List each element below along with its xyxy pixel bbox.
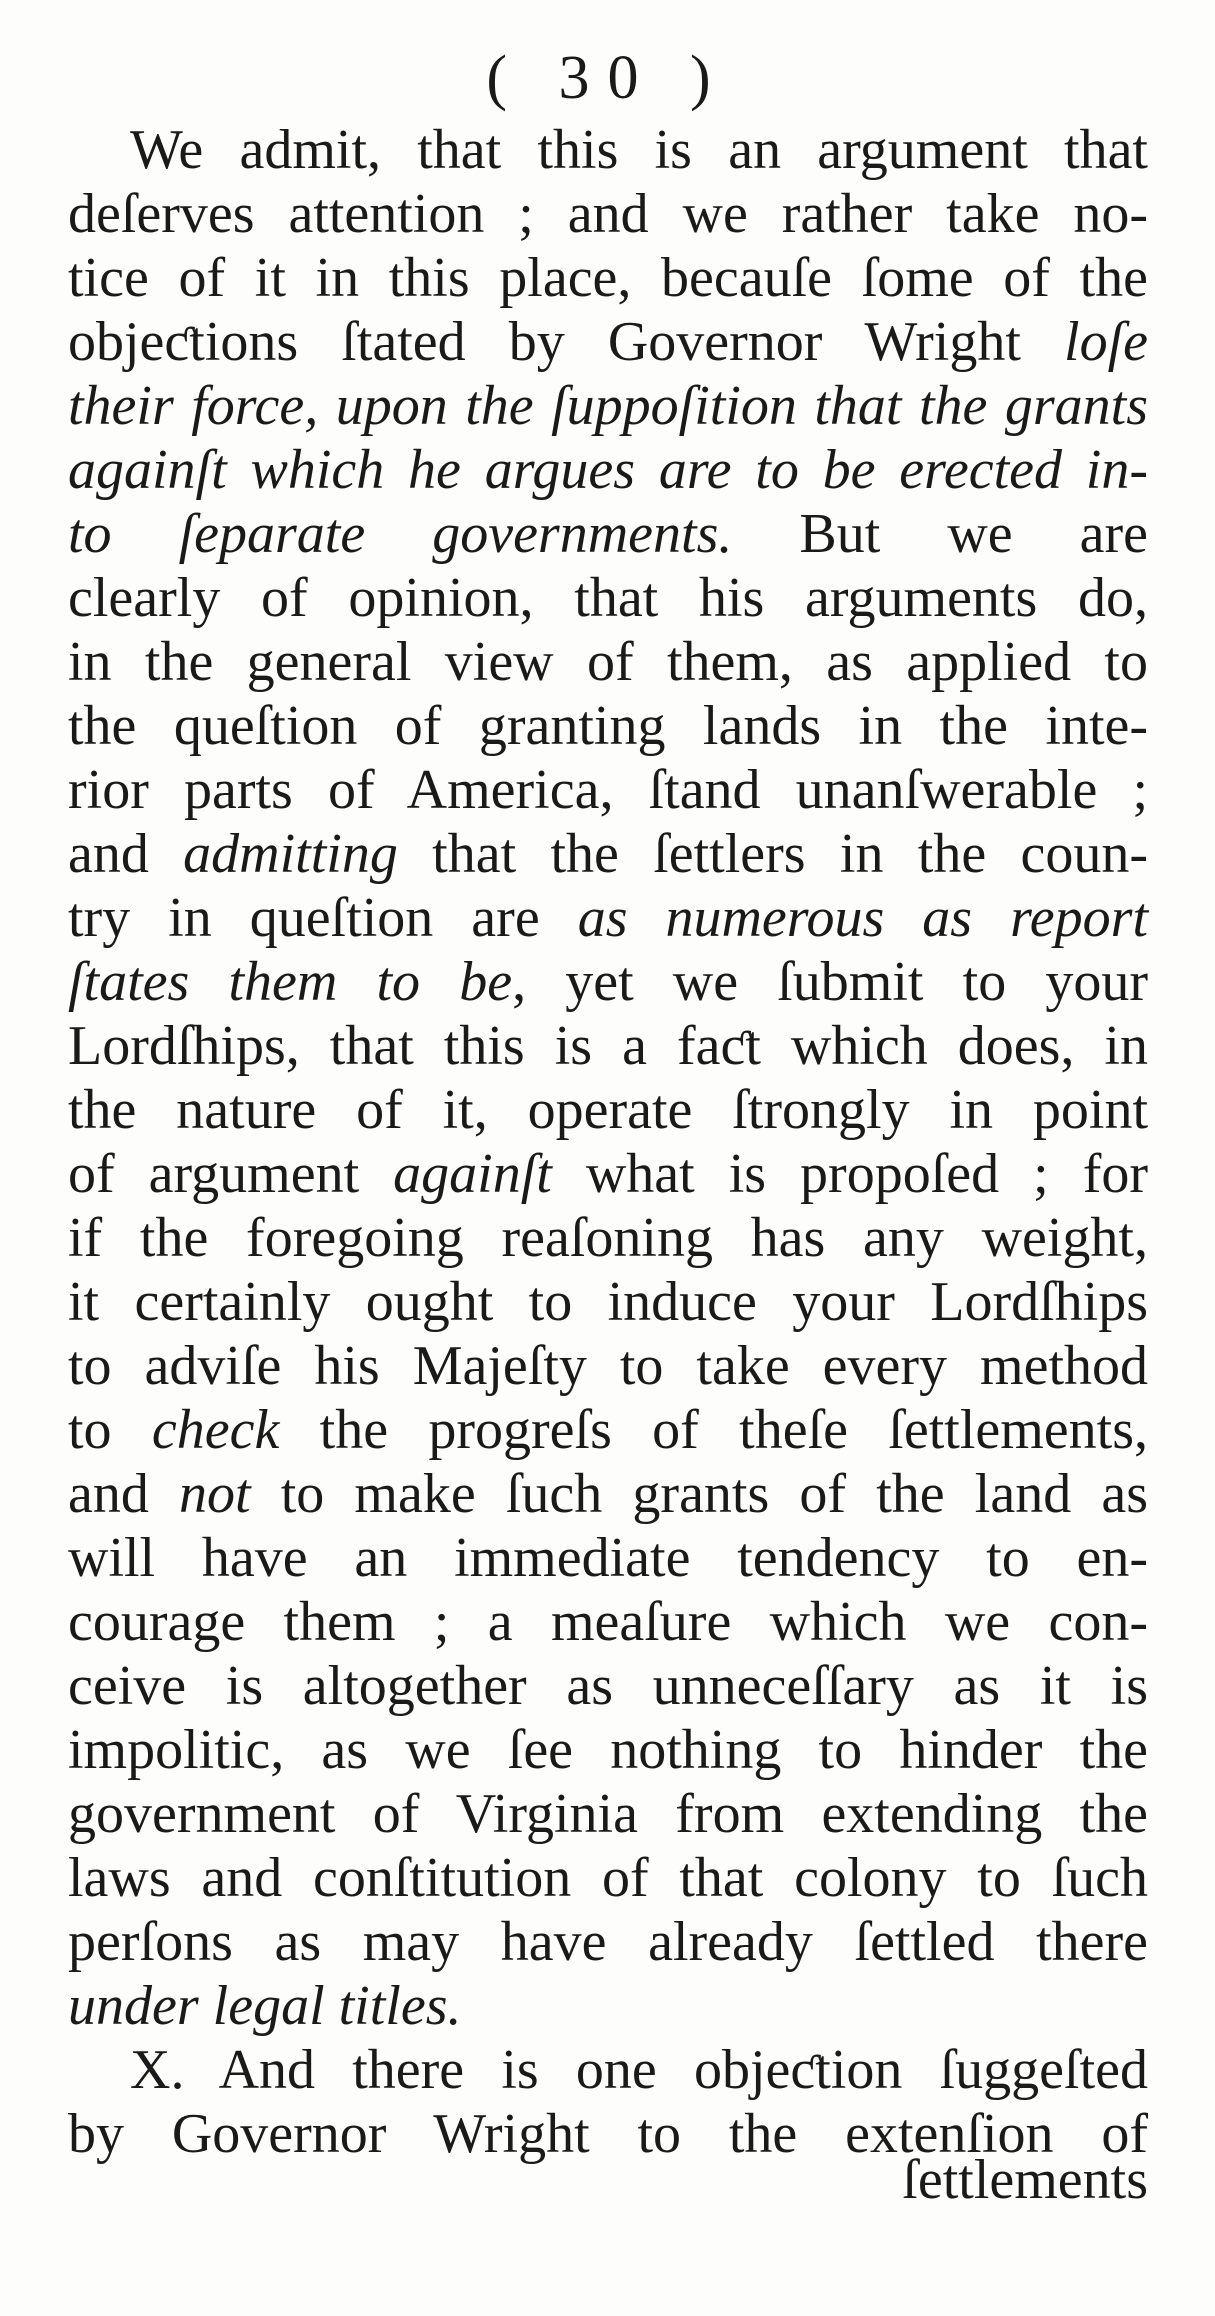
text-line xyxy=(68,1526,1148,1590)
roman-text: But we are xyxy=(732,503,1148,565)
text-line xyxy=(68,1206,1148,1270)
roman-text: government of Virginia from extending the xyxy=(68,1783,1148,1845)
page-number: ( 30 ) xyxy=(486,44,729,112)
text-line xyxy=(68,1398,1148,1462)
text-line xyxy=(68,182,1148,246)
text-line xyxy=(68,1462,1148,1526)
roman-text: it certainly ought to induce your Lordſhips xyxy=(68,1271,1148,1333)
roman-text: perſons as may have already ſettled there xyxy=(68,1911,1148,1973)
text-line xyxy=(68,1334,1148,1398)
roman-text: the queſtion of granting lands in the inte- xyxy=(68,695,1148,757)
italic-text: their force, upon the ſuppoſition that the grants xyxy=(68,375,1148,437)
text-line xyxy=(68,438,1148,502)
text-line xyxy=(68,1846,1148,1910)
roman-text: tice of it in this place, becauſe ſome of the xyxy=(68,247,1148,309)
text-line xyxy=(68,1014,1148,1078)
roman-text: We admit, that this is an argument that xyxy=(130,119,1148,181)
italic-text: againſt which he argues are to be erected in- xyxy=(68,439,1148,501)
text-line xyxy=(68,1590,1148,1654)
roman-text: will have an immediate tendency to en- xyxy=(68,1527,1148,1589)
roman-text: what is propoſed ; for xyxy=(551,1143,1148,1205)
italic-text: admitting xyxy=(183,823,398,885)
italic-text: as numerous as report xyxy=(577,887,1149,949)
text-line xyxy=(68,310,1148,374)
roman-text: if the foregoing reaſoning has any weight, xyxy=(68,1207,1148,1269)
roman-text: X. And there is one objeƈtion ſuggeſted xyxy=(130,2039,1148,2101)
roman-text: to xyxy=(68,1399,152,1461)
text-line xyxy=(68,886,1148,950)
roman-text: laws and conſtitution of that colony to ſuch xyxy=(68,1847,1148,1909)
text-line xyxy=(68,118,1148,182)
italic-text: againſt xyxy=(393,1143,552,1205)
roman-text: to adviſe his Majeſty to take every method xyxy=(68,1335,1148,1397)
text-line xyxy=(68,1974,1148,2038)
italic-text: check xyxy=(151,1399,280,1461)
roman-text: , yet we ſubmit to your xyxy=(512,951,1148,1013)
roman-text: courage them ; a meaſure which we con- xyxy=(68,1591,1148,1653)
italic-text: to ſeparate governments. xyxy=(68,503,733,565)
text-line xyxy=(68,566,1148,630)
text-line xyxy=(68,1910,1148,1974)
roman-text: try in queſtion are xyxy=(68,887,578,949)
roman-text: objeƈtions ſtated by Governor Wright xyxy=(68,311,1065,373)
italic-text: under legal titles. xyxy=(68,1975,462,2037)
roman-text: clearly of opinion, that his arguments do, xyxy=(68,567,1148,629)
text-line xyxy=(68,950,1148,1014)
roman-text: that the ſettlers in the coun- xyxy=(397,823,1148,885)
roman-text: the nature of it, operate ſtrongly in point xyxy=(68,1079,1148,1141)
text-line xyxy=(68,1270,1148,1334)
roman-text: the progreſs of theſe ſettlements, xyxy=(279,1399,1149,1461)
text-line xyxy=(68,2038,1148,2102)
text-line xyxy=(68,694,1148,758)
roman-text: by Governor Wright to the extenſion of xyxy=(68,2103,1148,2165)
roman-text: in the general view of them, as applied to xyxy=(68,631,1148,693)
text-line xyxy=(68,758,1148,822)
text-line xyxy=(68,246,1148,310)
catchword: ſettlements xyxy=(902,2149,1148,2211)
roman-text: ceive is altogether as unneceſſary as it is xyxy=(68,1655,1148,1717)
roman-text: impolitic, as we ſee nothing to hinder the xyxy=(68,1719,1148,1781)
text-line xyxy=(68,1654,1148,1718)
roman-text: and xyxy=(68,1463,180,1525)
roman-text: deſerves attention ; and we rather take no- xyxy=(68,183,1148,245)
body-text xyxy=(68,118,1148,2166)
text-line xyxy=(68,1718,1148,1782)
roman-text: Lordſhips, that this is a faƈt which does, in xyxy=(68,1015,1148,1077)
italic-text: ſtates them to be xyxy=(68,951,513,1013)
text-line xyxy=(68,374,1148,438)
text-line xyxy=(68,1782,1148,1846)
roman-text: and xyxy=(68,823,184,885)
italic-text: not xyxy=(179,1463,251,1525)
text-line xyxy=(68,822,1148,886)
roman-text: rior parts of America, ſtand unanſwerable ; xyxy=(68,759,1148,821)
text-line xyxy=(68,630,1148,694)
roman-text: to make ſuch grants of the land as xyxy=(250,1463,1148,1525)
text-line xyxy=(68,1078,1148,1142)
roman-text: of argument xyxy=(68,1143,394,1205)
text-line xyxy=(68,502,1148,566)
text-line xyxy=(68,1142,1148,1206)
italic-text: loſe xyxy=(1064,311,1148,373)
